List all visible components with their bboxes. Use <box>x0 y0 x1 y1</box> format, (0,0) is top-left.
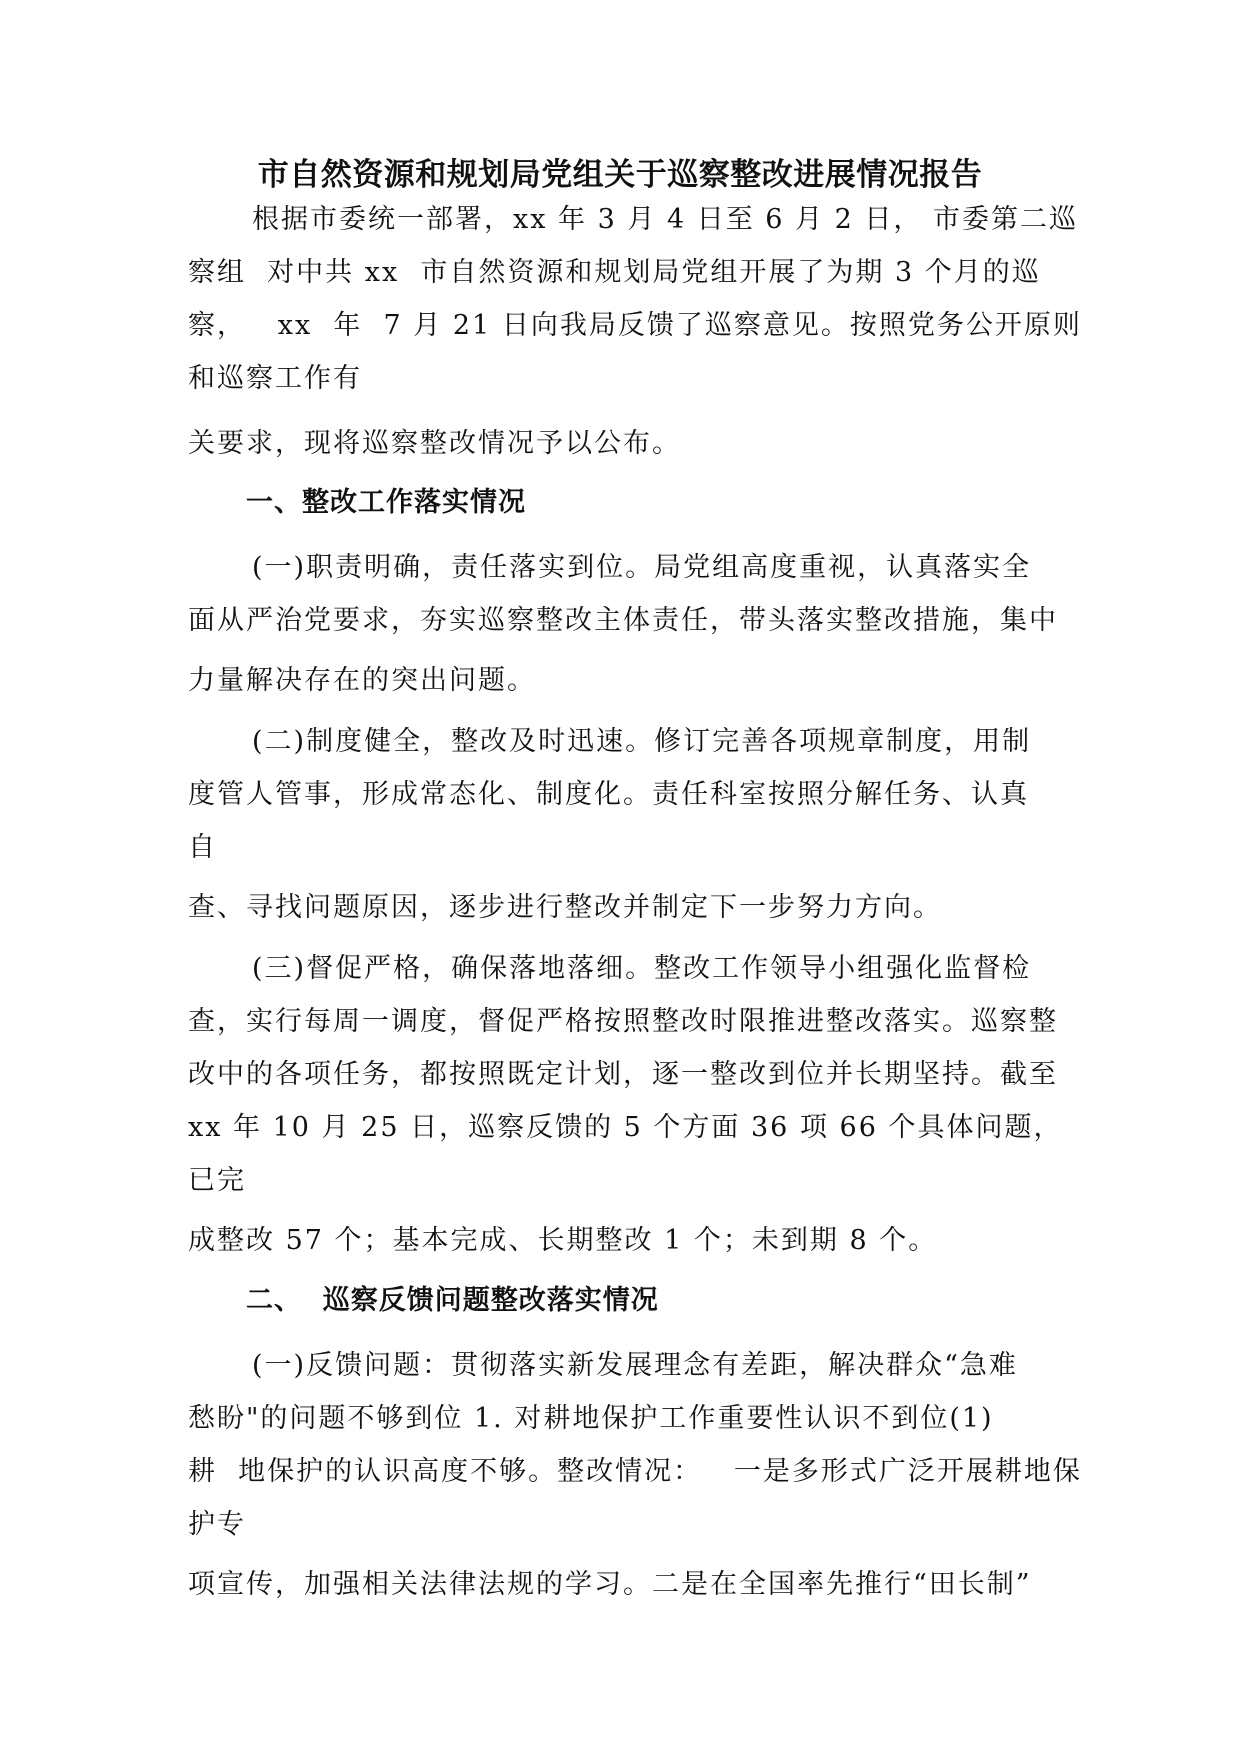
paragraph-5-line-4: xx 年 10 月 25 日，巡察反馈的 5 个方面 36 项 66 个具体问题， <box>188 1112 1063 1143</box>
paragraph-4-line-2: 度管人管事，形成常态化、制度化。责任科室按照分解任务、认真 <box>188 779 1029 810</box>
section-heading-1: 一、整改工作落实情况 <box>246 487 526 518</box>
paragraph-3-line-1: (一)职责明确，责任落实到位。局党组高度重视，认真落实全 <box>252 552 1032 583</box>
paragraph-7-line-2: 愁盼"的问题不够到位 1. 对耕地保护工作重要性认识不到位(1) <box>188 1403 994 1434</box>
paragraph-2-line-1: 关要求，现将巡察整改情况予以公布。 <box>188 428 681 459</box>
section-heading-2: 二、 巡察反馈问题整改落实情况 <box>246 1285 659 1316</box>
paragraph-3-line-3: 力量解决存在的突出问题。 <box>188 665 536 696</box>
paragraph-3-line-2: 面从严治党要求，夯实巡察整改主体责任，带头落实整改措施，集中 <box>188 605 1058 636</box>
paragraph-5-line-3: 改中的各项任务，都按照既定计划，逐一整改到位并长期坚持。截至 <box>188 1059 1058 1090</box>
paragraph-7-line-3: 耕 地保护的认识高度不够。整改情况： 一是多形式广泛开展耕地保 <box>188 1456 1082 1487</box>
paragraph-7-line-1: (一)反馈问题：贯彻落实新发展理念有差距，解决群众“急难 <box>252 1350 1018 1381</box>
document-title: 市自然资源和规划局党组关于巡察整改进展情况报告 <box>257 157 983 193</box>
paragraph-5-line-1: (三)督促严格，确保落地落细。整改工作领导小组强化监督检 <box>252 953 1032 984</box>
paragraph-4-line-1: (二)制度健全，整改及时迅速。修订完善各项规章制度，用制 <box>252 726 1032 757</box>
paragraph-4-line-4: 查、寻找问题原因，逐步进行整改并制定下一步努力方向。 <box>188 892 942 923</box>
paragraph-7-line-4: 护专 <box>188 1509 246 1540</box>
paragraph-1-line-2: 察组 对中共 xx 市自然资源和规划局党组开展了为期 3 个月的巡 <box>188 257 1041 288</box>
paragraph-7-line-5: 项宣传，加强相关法律法规的学习。二是在全国率先推行“田长制” <box>188 1569 1032 1600</box>
paragraph-4-line-3: 自 <box>188 832 217 863</box>
paragraph-5-line-5: 已完 <box>188 1165 246 1196</box>
paragraph-1-line-4: 和巡察工作有 <box>188 363 362 394</box>
paragraph-5-line-6: 成整改 57 个；基本完成、长期整改 1 个；未到期 8 个。 <box>188 1225 938 1256</box>
paragraph-5-line-2: 查，实行每周一调度，督促严格按照整改时限推进整改落实。巡察整 <box>188 1006 1058 1037</box>
paragraph-1-line-3: 察， xx 年 7 月 21 日向我局反馈了巡察意见。按照党务公开原则 <box>188 310 1082 341</box>
paragraph-1-line-1: 根据市委统一部署，xx 年 3 月 4 日至 6 月 2 日， 市委第二巡 <box>252 204 1078 235</box>
